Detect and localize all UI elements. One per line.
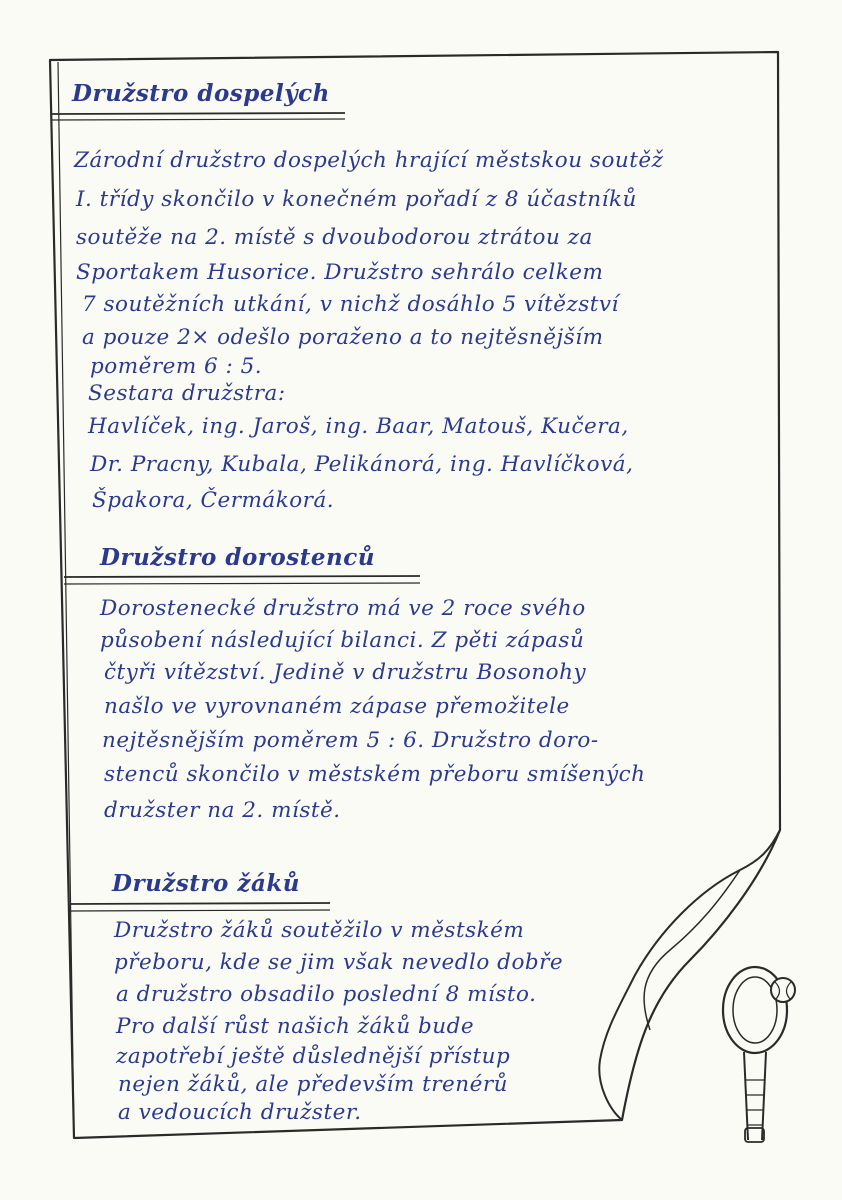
adults-line-11: Špakora, Čermákorá. — [92, 488, 335, 513]
juniors-line-1: Dorostenecké družstro má ve 2 roce svého — [100, 596, 586, 621]
juniors-line-7: družster na 2. místě. — [104, 798, 341, 823]
adults-line-5: 7 soutěžních utkání, v nichž dosáhlo 5 vítězství — [82, 292, 619, 317]
pupils-line-6: nejen žáků, ale především trenérů — [118, 1072, 508, 1097]
juniors-line-4: našlo ve vyrovnaném zápase přemožitele — [104, 694, 570, 719]
adults-line-7: poměrem 6 : 5. — [90, 354, 263, 379]
adults-line-4: Sportakem Husorice. Družstro sehrálo celkem — [76, 260, 604, 285]
section-heading-juniors: Družstro dorostenců — [100, 544, 375, 571]
section-heading-adults: Družstro dospelých — [72, 80, 330, 107]
juniors-line-6: stenců skončilo v městském přeboru smíšených — [104, 762, 646, 787]
adults-line-2: I. třídy skončilo v konečném pořadí z 8 účastníků — [76, 187, 637, 212]
pupils-line-4: Pro další růst našich žáků bude — [116, 1014, 475, 1039]
pupils-line-5: zapotřebí ještě důslednější přístup — [116, 1044, 511, 1069]
juniors-line-3: čtyři vítězství. Jedině v družstru Bosonohy — [104, 660, 587, 685]
section-heading-pupils: Družstro žáků — [112, 870, 301, 897]
adults-line-10: Dr. Pracny, Kubala, Pelikánorá, ing. Havlíčková, — [90, 452, 634, 477]
adults-line-6: a pouze 2× odešlo poraženo a to nejtěsnějším — [82, 325, 604, 350]
adults-line-9: Havlíček, ing. Jaroš, ing. Baar, Matouš, Kučera, — [88, 414, 629, 439]
pupils-line-1: Družstro žáků soutěžilo v městském — [114, 918, 525, 943]
juniors-line-2: působení následující bilanci. Z pěti zápasů — [100, 628, 585, 653]
adults-line-1: Zárodní družstro dospelých hrající městskou soutěž — [74, 148, 664, 173]
tennis-ball-icon — [771, 978, 795, 1002]
adults-line-8: Sestara družstra: — [88, 381, 286, 406]
pupils-line-3: a družstro obsadilo poslední 8 místo. — [116, 982, 537, 1007]
juniors-line-5: nejtěsnějším poměrem 5 : 6. Družstro doro- — [102, 728, 599, 753]
adults-line-3: soutěže na 2. místě s dvoubodorou ztrátou za — [76, 225, 593, 250]
pupils-line-2: přeboru, kde se jim však nevedlo dobře — [114, 950, 564, 975]
pupils-line-7: a vedoucích družster. — [118, 1100, 362, 1125]
